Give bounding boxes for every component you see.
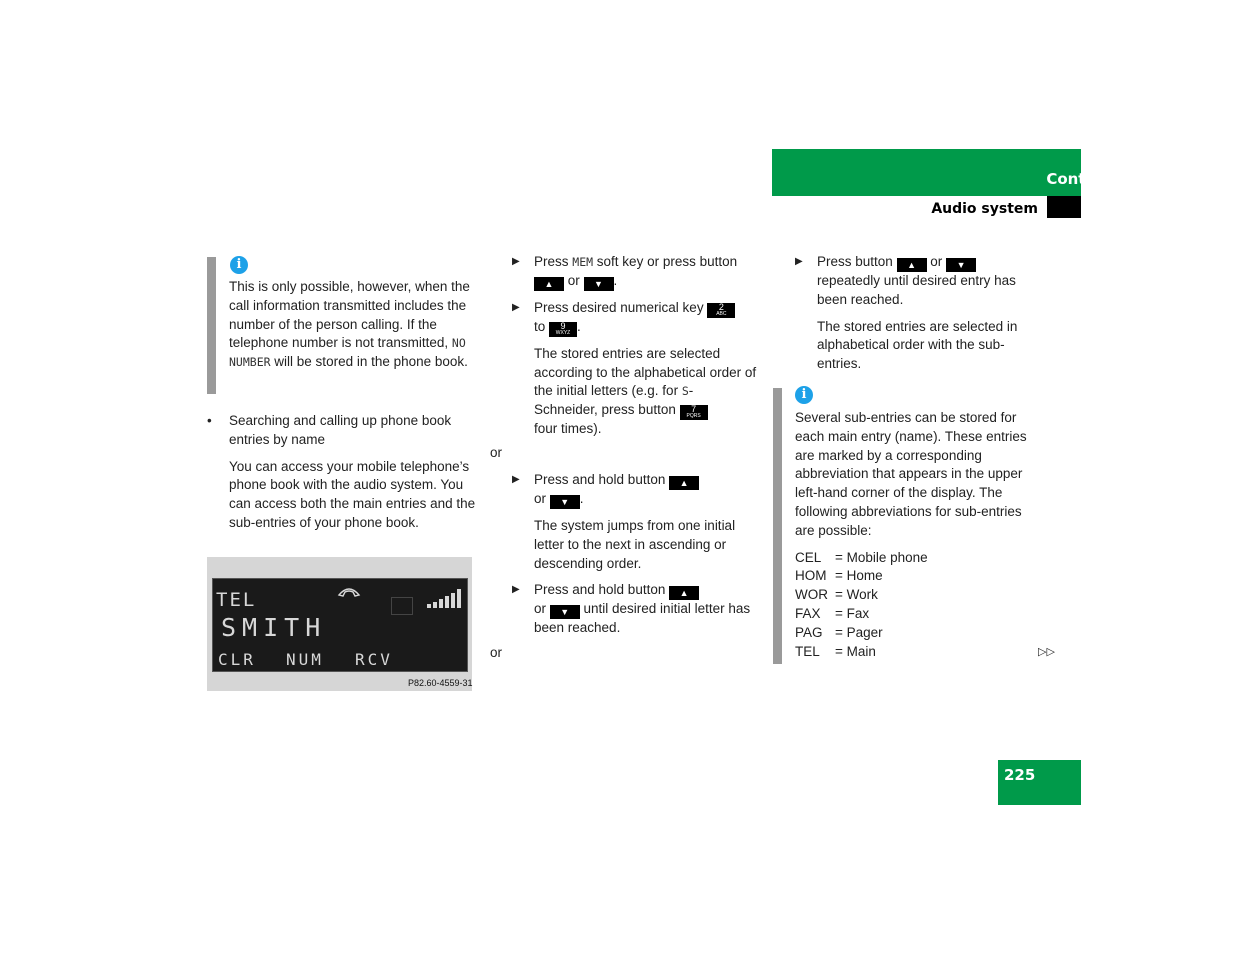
step-arrow-icon: ▶ (795, 256, 803, 267)
bullet-section (207, 412, 477, 533)
lcd-indicator-frame (391, 597, 413, 615)
info-bar-2 (773, 388, 782, 664)
section-header-bar (772, 149, 1081, 196)
subsection-marker (1047, 196, 1081, 218)
step-text: until desired initial letter has been reached. (534, 601, 751, 636)
key-7-number: 7 (691, 404, 697, 415)
mem-softkey: MEM (572, 255, 594, 269)
subsection-title: Audio system (931, 201, 1038, 217)
down-button-icon: ▼ (584, 277, 614, 291)
down-button-icon: ▼ (946, 258, 976, 272)
step-arrow-icon: ▶ (512, 584, 520, 596)
step-arrow-icon: ▶ (512, 256, 520, 267)
key-9-icon (549, 322, 577, 337)
step-text: Press and hold button (534, 472, 670, 487)
step-detail: The system jumps from one initial letter to the next in ascending or descending order. (534, 518, 736, 571)
steps-column (512, 253, 757, 439)
key-7-letters: PQRS (686, 413, 701, 420)
down-button-icon: ▼ (550, 495, 580, 509)
key-2-number: 2 (718, 301, 724, 312)
key-9-letters: WXYZ (555, 329, 571, 336)
initial-letter: S (681, 384, 689, 399)
page-number: 225 (1004, 766, 1036, 784)
lcd-mode: TEL (216, 589, 257, 611)
lcd-name: SMITH (221, 613, 327, 642)
step-text: . (577, 318, 581, 334)
key-7-icon (680, 405, 708, 420)
lcd-display (212, 578, 468, 672)
key-9-number: 9 (560, 320, 566, 331)
bullet-heading: Searching and calling up phone book entries by name (229, 413, 452, 447)
up-button-icon: ▲ (669, 586, 699, 600)
step-hold-button (512, 471, 757, 573)
step-text: Press and hold button (534, 582, 670, 598)
step-numeric-key (512, 299, 757, 439)
continue-arrow-icon: ▷▷ (1038, 646, 1055, 658)
step-mem (512, 253, 757, 291)
up-button-icon: ▲ (897, 258, 927, 272)
info-text: This is only possible, however, when the call information transmitted includes the number of the person calling. If the telephone number is not transmitted, (229, 279, 470, 351)
signal-strength-icon (426, 586, 466, 610)
step-text: Press (534, 254, 573, 269)
section-title: Controls in detail (1046, 170, 1192, 188)
step-text: or (926, 254, 947, 269)
abbr-meaning: = Fax (835, 605, 870, 621)
abbr-code: CEL (795, 549, 822, 565)
or-separator-1: or (490, 445, 503, 460)
key-2-letters: ABC (716, 310, 727, 317)
info-icon: i (795, 386, 813, 404)
figure-caption: P82.60-4559-31 (408, 678, 473, 688)
abbr-meaning: = Mobile phone (835, 549, 928, 565)
step-arrow-icon: ▶ (512, 301, 520, 313)
key-2-icon (707, 303, 735, 318)
body-paragraph: You can access your mobile telephone’s phone book with the audio system. You can access both the main entries and the sub-entries of your phone book. (229, 458, 476, 530)
abbr-code: WOR (795, 587, 828, 603)
step-text: or (534, 601, 550, 617)
step-text: to (534, 318, 550, 334)
bullet-mark: • (207, 413, 212, 428)
steps-column-3 (795, 253, 1035, 374)
step-repeat-button (795, 253, 1035, 374)
step-text: or (564, 272, 584, 288)
step-detail: four times). (534, 421, 602, 437)
step-detail: -Schneider, press button (534, 383, 694, 418)
step-text: . (579, 491, 584, 506)
step-text: or (534, 491, 550, 506)
step-text: Press desired numerical key (534, 299, 708, 315)
step-detail: The stored entries are selected in alphabetical order with the sub-entries. (817, 318, 1018, 372)
step-hold-until (512, 581, 757, 638)
abbr-code: HOM (795, 568, 827, 584)
softkey-clr: CLR (218, 650, 256, 669)
info-icon: i (230, 256, 248, 274)
abbr-meaning: = Home (835, 568, 883, 584)
steps-column-2 (512, 471, 757, 638)
step-text: repeatedly until desired entry has been reached. (817, 273, 1016, 307)
abbr-code: TEL (795, 643, 820, 659)
abbr-code: PAG (795, 624, 823, 640)
step-text: Press button (817, 254, 897, 269)
step-detail: The stored entries are selected according to the alphabetical order of the initial letters (e.g. for (534, 345, 757, 399)
step-text: soft key or press button (593, 254, 738, 269)
or-separator-2: or (490, 645, 503, 660)
softkey-rcv: RCV (355, 650, 393, 669)
abbr-meaning: = Pager (835, 624, 883, 640)
up-button-icon: ▲ (534, 277, 564, 291)
info-text-end: will be stored in the phone book. (270, 354, 468, 370)
info-note (229, 278, 474, 372)
up-button-icon: ▲ (669, 476, 699, 490)
softkey-num: NUM (286, 650, 324, 669)
display-message: NO NUMBER (229, 336, 466, 370)
info-note-2 (795, 409, 1040, 661)
abbreviation-table (795, 549, 928, 662)
step-text: . (613, 272, 618, 288)
info-bar (207, 257, 216, 394)
phone-handset-icon (337, 585, 361, 599)
abbr-meaning: = Main (835, 643, 876, 659)
info-text: Several sub-entries can be stored for each main entry (name). These entries are marked by a corresponding abbreviation that appears in the upper left-hand corner of the display. The following abbreviations for sub-entries are possible: (795, 410, 1027, 538)
step-arrow-icon: ▶ (512, 474, 520, 485)
down-button-icon: ▼ (550, 605, 580, 619)
abbr-meaning: = Work (835, 587, 878, 603)
abbr-code: FAX (795, 605, 821, 621)
